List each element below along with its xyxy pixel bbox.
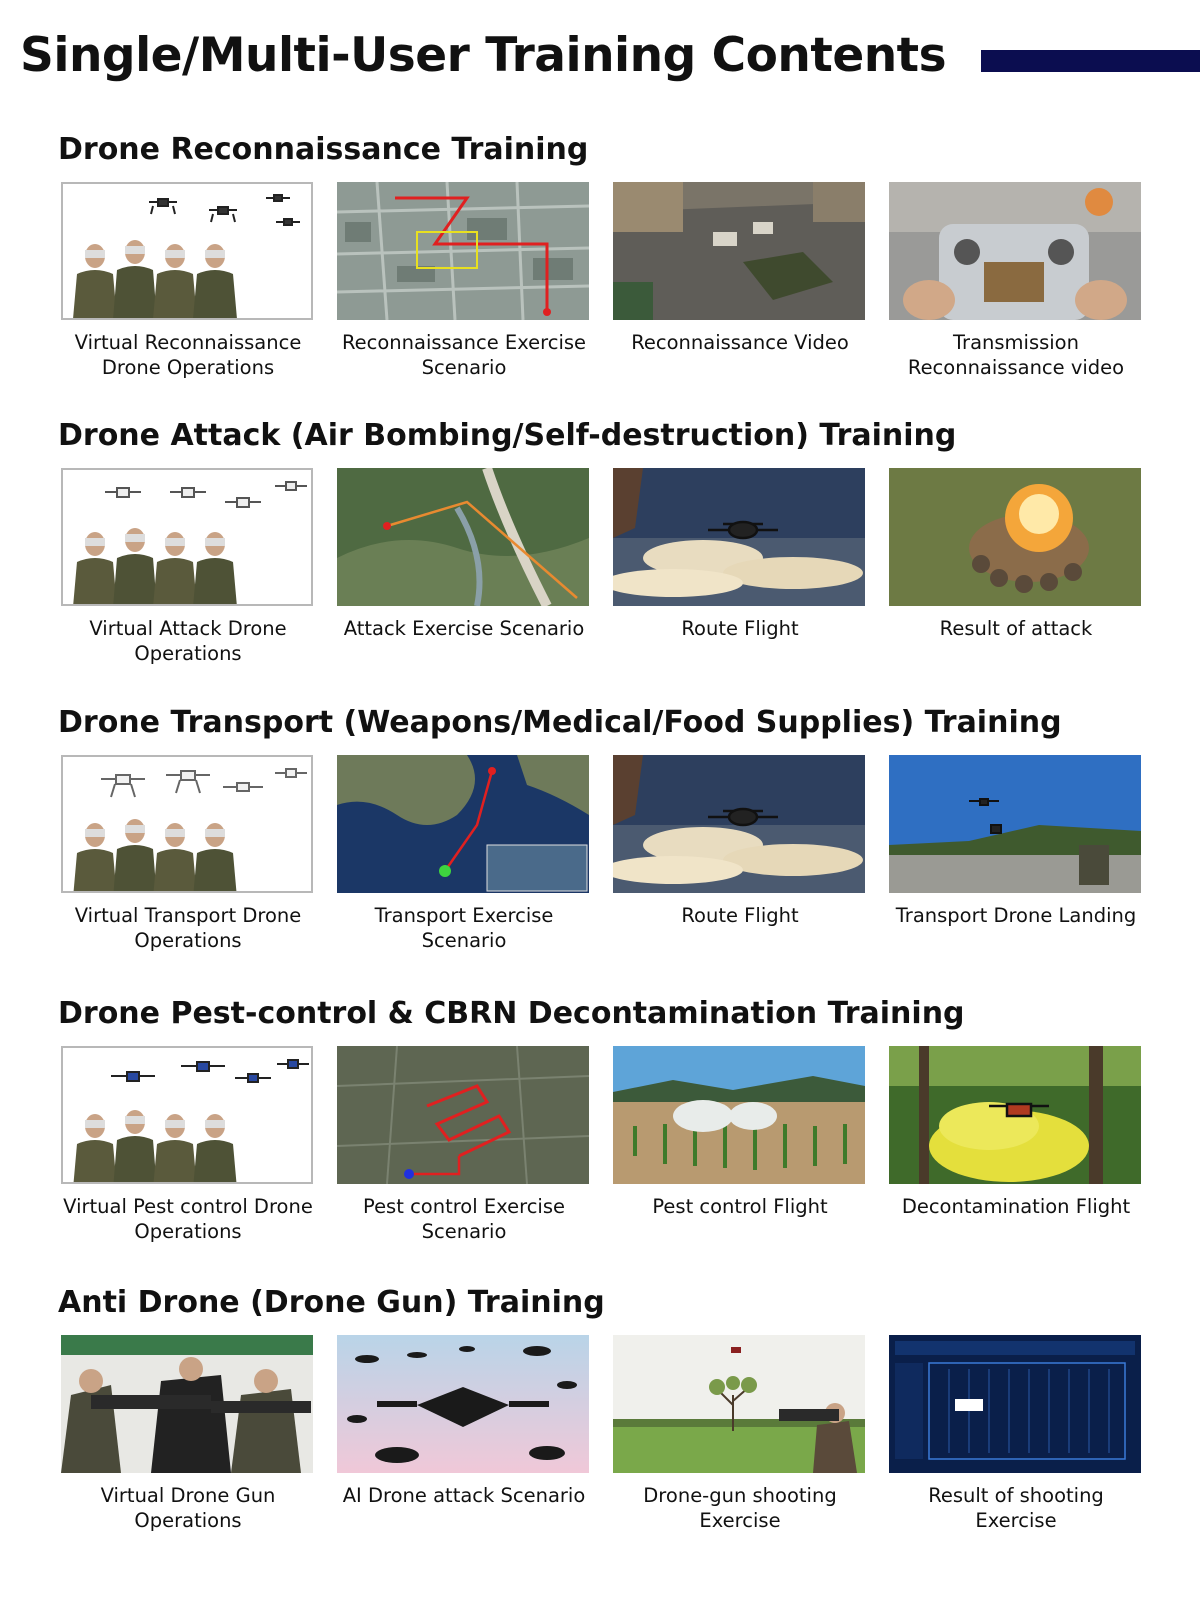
field-shooting-image (613, 1335, 865, 1473)
farm-map-image (337, 1046, 589, 1184)
training-card (889, 468, 1143, 641)
training-card (889, 1335, 1143, 1533)
card-caption: Pest control Flight (652, 1195, 828, 1218)
section-title: Drone Transport (Weapons/Medical/Food Supplies) Training (58, 705, 1062, 740)
card-caption: Transport Exercise Scenario (374, 904, 554, 952)
training-card (889, 1046, 1143, 1219)
drone-swarm-image (337, 1335, 589, 1473)
card-caption: Virtual Attack Drone Operations (89, 617, 287, 665)
training-card (61, 1046, 315, 1244)
explosion-image (889, 468, 1141, 606)
card-caption: Virtual Transport Drone Operations (74, 904, 302, 952)
drone-flight-image (613, 755, 865, 893)
crop-spraying-image (613, 1046, 865, 1184)
training-card (61, 468, 315, 666)
card-caption: Decontamination Flight (901, 1195, 1131, 1218)
city-map-image (337, 182, 589, 320)
title-accent-bar (981, 50, 1200, 72)
training-card (337, 1335, 591, 1508)
drone-flight-image (613, 468, 865, 606)
card-caption: Route Flight (681, 617, 799, 640)
results-screen-image (889, 1335, 1141, 1473)
training-card (613, 182, 867, 355)
coast-map-image (337, 755, 589, 893)
controller-image (889, 182, 1141, 320)
training-card (889, 755, 1143, 928)
section-title: Drone Reconnaissance Training (58, 132, 589, 167)
card-caption: Drone-gun shooting Exercise (643, 1484, 837, 1532)
vr-operators-image (61, 182, 313, 320)
training-card (337, 1046, 591, 1244)
terrain-map-image (337, 468, 589, 606)
training-card (337, 182, 591, 380)
card-caption: Route Flight (681, 904, 799, 927)
decontamination-image (889, 1046, 1141, 1184)
card-caption: Result of attack (939, 617, 1093, 640)
training-card (613, 1046, 867, 1219)
card-caption: Virtual Reconnaissance Drone Operations (74, 331, 302, 379)
section-title: Anti Drone (Drone Gun) Training (58, 1285, 605, 1320)
vr-operators-image (61, 1046, 313, 1184)
training-card (613, 468, 867, 641)
page-title: Single/Multi-User Training Contents (20, 28, 947, 83)
training-card (337, 468, 591, 641)
card-caption: Virtual Pest control Drone Operations (63, 1195, 313, 1243)
card-caption: Transport Drone Landing (895, 904, 1137, 927)
card-caption: Pest control Exercise Scenario (363, 1195, 565, 1243)
landing-field-image (889, 755, 1141, 893)
training-card (61, 755, 315, 953)
drone-gun-soldiers-image (61, 1335, 313, 1473)
training-card (613, 1335, 867, 1533)
training-card (337, 755, 591, 953)
card-caption: Reconnaissance Exercise Scenario (341, 331, 587, 379)
vr-operators-image (61, 468, 313, 606)
card-caption: Reconnaissance Video (631, 331, 849, 354)
card-caption: Transmission Reconnaissance video (907, 331, 1125, 379)
training-card (61, 182, 315, 380)
section-title: Drone Pest-control & CBRN Decontamination Training (58, 996, 965, 1031)
training-card (613, 755, 867, 928)
city-street-image (613, 182, 865, 320)
section-title: Drone Attack (Air Bombing/Self-destruction) Training (58, 418, 957, 453)
training-card (61, 1335, 315, 1533)
card-caption: Attack Exercise Scenario (343, 617, 585, 640)
card-caption: AI Drone attack Scenario (342, 1484, 586, 1507)
card-caption: Virtual Drone Gun Operations (100, 1484, 276, 1532)
vr-operators-image (61, 755, 313, 893)
card-caption: Result of shooting Exercise (928, 1484, 1104, 1532)
training-card (889, 182, 1143, 380)
